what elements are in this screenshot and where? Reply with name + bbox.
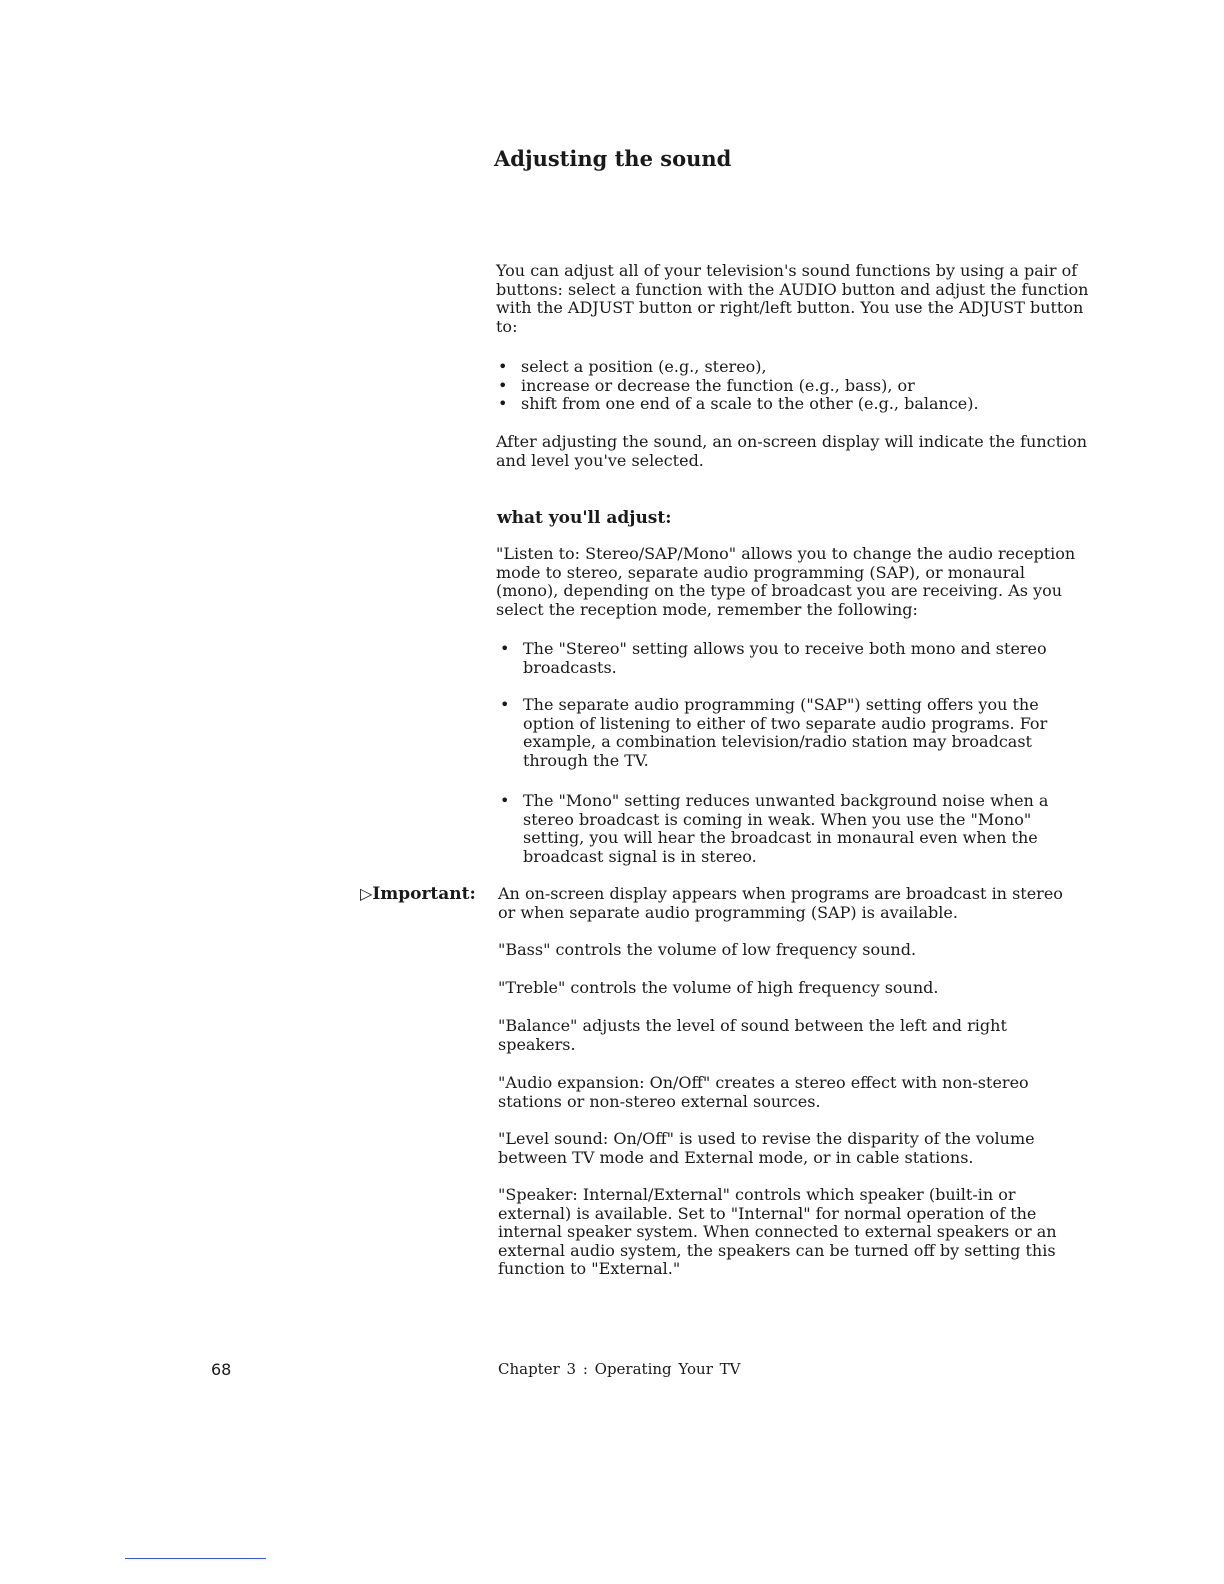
adjust-uses-list [496,358,1096,414]
chapter-footer: Chapter 3 : Operating Your TV [498,1360,741,1378]
bass-paragraph: "Bass" controls the volume of low frequency sound. [498,940,917,959]
mode-list [498,640,1078,677]
list-item: • increase or decrease the function (e.g., bass), or [496,377,1096,396]
treble-paragraph: "Treble" controls the volume of high frequency sound. [498,978,939,997]
list-item: • shift from one end of a scale to the other (e.g., balance). [496,395,1096,414]
page-number: 68 [211,1360,232,1379]
bottom-rule [125,1558,266,1559]
audio-expansion-paragraph: "Audio expansion: On/Off" creates a stereo effect with non-stereo stations or non-stereo external sources. [498,1073,1029,1111]
mode-list [498,792,1078,866]
listen-to-paragraph: "Listen to: Stereo/SAP/Mono" allows you to change the audio reception mode to stereo, separate audio programming (SAP), or monaural (mono), depending on the type of broadcast you are receiving. As you select the reception mode, remember the following: [496,544,1076,619]
balance-paragraph: "Balance" adjusts the level of sound between the left and right speakers. [498,1016,1007,1054]
list-item: • The separate audio programming ("SAP") setting offers you the option of listening to either of two separate audio programs. For example, a combination television/radio station may broadcast through the TV. [498,696,1078,770]
level-sound-paragraph: "Level sound: On/Off" is used to revise the disparity of the volume between TV mode and External mode, or in cable stations. [498,1129,1035,1167]
list-item: • select a position (e.g., stereo), [496,358,1096,377]
list-item: • The "Stereo" setting allows you to receive both mono and stereo broadcasts. [498,640,1078,677]
important-label [360,884,476,904]
mode-list [498,696,1078,770]
section-heading: what you'll adjust: [497,508,672,528]
intro-paragraph: You can adjust all of your television's sound functions by using a pair of buttons: select a function with the AUDIO button and adjust the function with the ADJUST button or right/left button. You use the ADJUST button to: [496,261,1089,336]
after-adjust-paragraph: After adjusting the sound, an on-screen display will indicate the function and level you've selected. [496,432,1088,470]
triangle-icon: ▷ [360,884,373,903]
important-label-text: Important: [372,884,476,904]
speaker-paragraph: "Speaker: Internal/External" controls which speaker (built-in or external) is available. Set to "Internal" for normal operation of the internal speaker system. When connected to external speakers or an external audio system, the speakers can be turned off by setting this function to "External." [498,1185,1057,1278]
page-title: Adjusting the sound [494,146,732,171]
list-item: • The "Mono" setting reduces unwanted background noise when a stereo broadcast is coming in weak. When you use the "Mono" setting, you will hear the broadcast in monaural even when the broadcast signal is in stereo. [498,792,1078,866]
important-note: An on-screen display appears when programs are broadcast in stereo or when separate audio programming (SAP) is available. [498,884,1063,922]
